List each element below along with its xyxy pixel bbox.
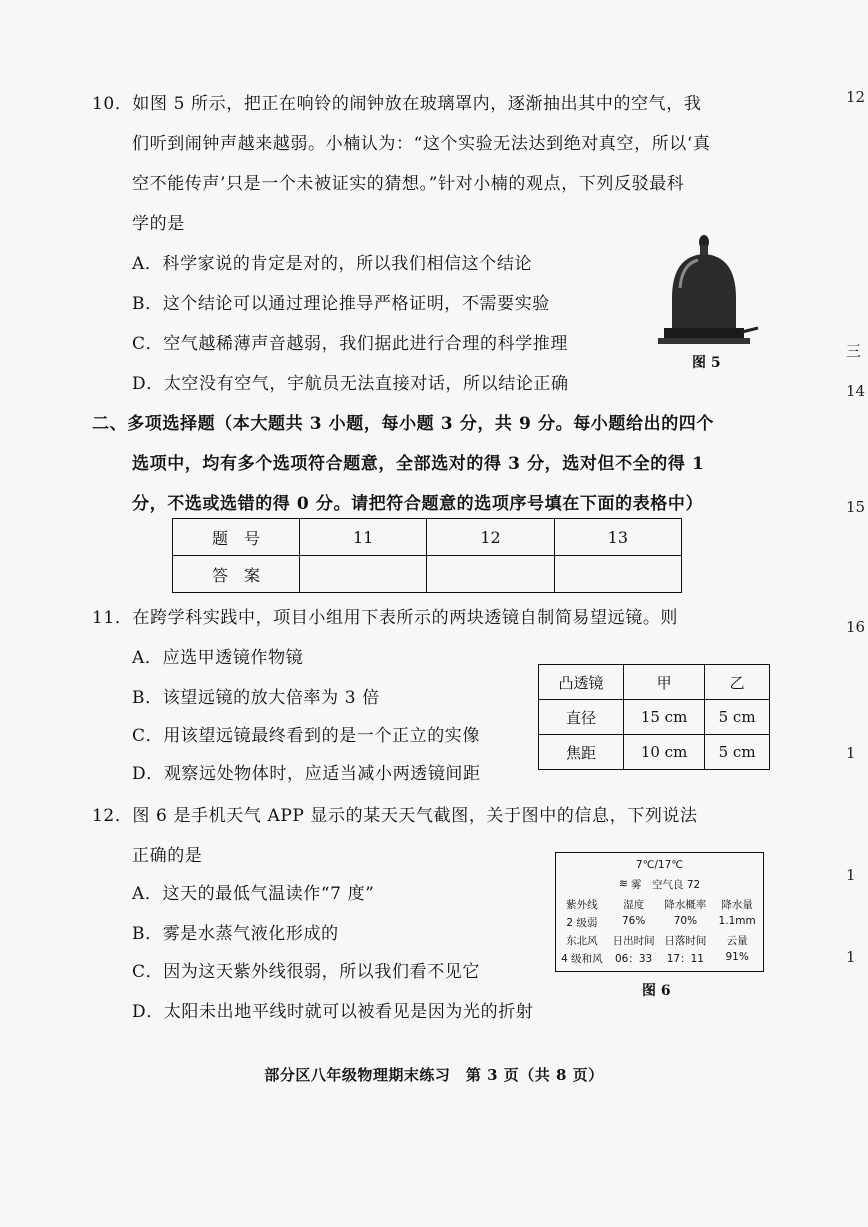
figure-6-caption: 图 6	[642, 983, 671, 999]
section2-heading-line-3: 分，不选或选错的得 0 分。请把符合题意的选项序号填在下面的表格中）	[132, 494, 704, 514]
label-sunrise: 日出时间	[612, 935, 655, 947]
lens-table-diameter-jia: 15 cm	[624, 700, 705, 735]
value-humidity: 76%	[621, 915, 646, 927]
q12-option-a: A．这天的最低气温读作“7 度”	[132, 884, 375, 904]
q11-option-c: C．用该望远镜最终看到的是一个正立的实像	[132, 726, 481, 746]
lens-table-diameter-label: 直径	[539, 700, 624, 735]
answer-table	[172, 518, 682, 593]
value-wind: 4 级和风	[561, 953, 603, 965]
value-sunrise: 06：33	[615, 953, 653, 965]
lens-table	[538, 664, 770, 770]
q11-option-d: D．观察远处物体时，应适当减小两透镜间距	[132, 764, 481, 784]
answer-cell-11[interactable]	[300, 556, 427, 593]
q10-line-1: 10．如图 5 所示，把正在响铃的闹钟放在玻璃罩内，逐渐抽出其中的空气，我	[92, 94, 702, 114]
page-footer: 部分区八年级物理期末练习 第 3 页（共 8 页）	[264, 1066, 604, 1084]
answer-table-answer-label: 答 案	[173, 556, 300, 593]
section2-heading-line-2: 选项中，均有多个选项符合题意，全部选对的得 3 分，选对但不全的得 1	[132, 454, 705, 474]
answer-cell-13[interactable]	[554, 556, 681, 593]
q12-option-b: B．雾是水蒸气液化形成的	[132, 924, 339, 944]
q11-option-a: A．应选甲透镜作物镜	[132, 648, 304, 668]
q10-line-4: 学的是	[132, 214, 185, 234]
q10-option-d: D．太空没有空气，宇航员无法直接对话，所以结论正确	[132, 374, 569, 394]
value-precip-probability: 70%	[673, 915, 698, 927]
edge-mark: 15	[846, 498, 866, 516]
value-cloud-cover: 91%	[725, 951, 749, 963]
answer-table-q11: 11	[300, 519, 427, 556]
lens-table-header-label: 凸透镜	[539, 665, 624, 700]
q10-option-c: C．空气越稀薄声音越弱，我们据此进行合理的科学推理	[132, 334, 569, 354]
lens-table-header-yi: 乙	[705, 665, 770, 700]
q12-line-1: 12．图 6 是手机天气 APP 显示的某天天气截图，关于图中的信息，下列说法	[92, 806, 698, 826]
label-precip-probability: 降水概率	[664, 899, 707, 911]
answer-table-q12: 12	[427, 519, 554, 556]
edge-mark: 12	[846, 88, 866, 106]
bell-jar-figure	[650, 228, 760, 368]
edge-mark: 1	[846, 744, 856, 762]
q10-line-2: 们听到闹钟声越来越弱。小楠认为：“这个实验无法达到绝对真空，所以‘真	[132, 134, 711, 154]
label-uv: 紫外线	[566, 899, 598, 911]
q10-option-b: B．这个结论可以通过理论推导严格证明，不需要实验	[132, 294, 550, 314]
lens-table-focal-jia: 10 cm	[624, 735, 705, 770]
q12-option-d: D．太阳未出地平线时就可以被看见是因为光的折射	[132, 1002, 534, 1022]
q12-line-2: 正确的是	[132, 846, 203, 866]
label-humidity: 湿度	[623, 899, 645, 911]
figure-5-caption: 图 5	[692, 355, 721, 371]
edge-mark: 三	[846, 342, 862, 360]
section2-heading-line-1: 二、多项选择题（本大题共 3 小题，每小题 3 分，共 9 分。每小题给出的四个	[92, 414, 714, 434]
weather-temperature: 7℃/17℃	[635, 859, 684, 871]
answer-cell-12[interactable]	[427, 556, 554, 593]
edge-mark: 16	[846, 618, 866, 636]
lens-table-diameter-yi: 5 cm	[705, 700, 770, 735]
q12-option-c: C．因为这天紫外线很弱，所以我们看不见它	[132, 962, 481, 982]
lens-table-focal-yi: 5 cm	[705, 735, 770, 770]
edge-mark: 1	[846, 948, 856, 966]
value-sunset: 17：11	[666, 953, 704, 965]
q11-stem: 11．在跨学科实践中，项目小组用下表所示的两块透镜自制简易望远镜。则	[92, 608, 679, 628]
value-precipitation: 1.1mm	[718, 915, 756, 927]
label-cloud-cover: 云量	[726, 935, 748, 947]
label-wind: 东北风	[566, 935, 598, 947]
q11-option-b: B．该望远镜的放大倍率为 3 倍	[132, 688, 380, 708]
q10-line-3: 空不能传声’只是一个未被证实的猜想。”针对小楠的观点，下列反驳最科	[132, 174, 685, 194]
edge-mark: 14	[846, 382, 866, 400]
q10-option-a: A．科学家说的肯定是对的，所以我们相信这个结论	[132, 254, 533, 274]
lens-table-focal-label: 焦距	[539, 735, 624, 770]
fog-icon: ≋	[618, 877, 628, 890]
label-sunset: 日落时间	[664, 935, 707, 947]
weather-condition: 雾 空气良 72	[631, 879, 701, 891]
lens-table-header-jia: 甲	[624, 665, 705, 700]
value-uv: 2 级弱	[566, 917, 598, 929]
answer-table-q13: 13	[554, 519, 681, 556]
edge-mark: 1	[846, 866, 856, 884]
label-precipitation: 降水量	[721, 899, 753, 911]
answer-table-header-label: 题 号	[173, 519, 300, 556]
weather-app-screenshot	[555, 852, 764, 972]
